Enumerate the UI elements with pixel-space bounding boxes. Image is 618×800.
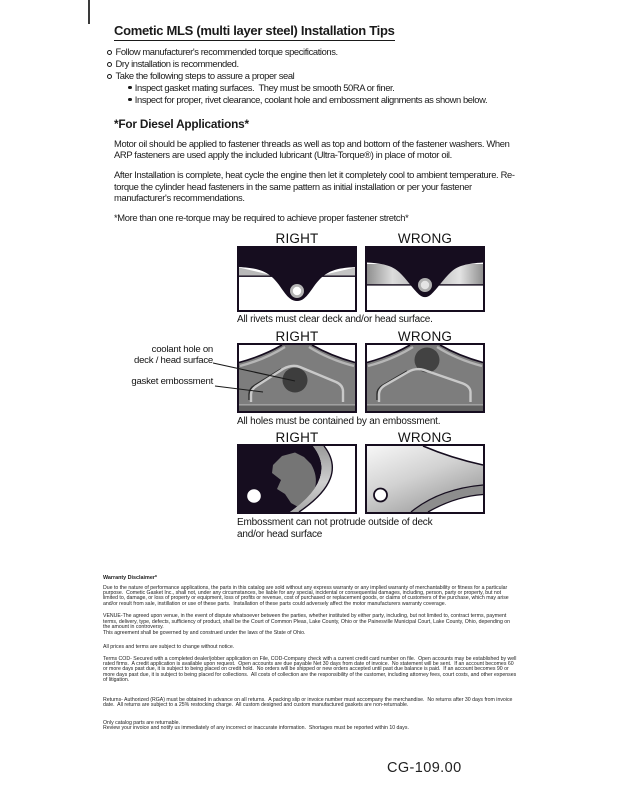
list-item	[107, 58, 537, 70]
gasket-embossment-annotation: gasket embossment	[131, 376, 213, 387]
list-item-text: Inspect for proper, rivet clearance, coolant hole and embossment alignments as shown below.	[134, 94, 488, 105]
protrusion-wrong-diagram	[365, 444, 485, 514]
filled-bullet-icon	[128, 98, 132, 102]
venue-governing-law: This agreement shall be governed by and construed under the laws of the State of Ohio.	[103, 629, 306, 636]
wrong-label: WRONG	[397, 231, 453, 246]
bolt-hole-icon	[374, 489, 387, 502]
rivet-wrong-diagram	[365, 246, 485, 312]
installation-tips-list	[107, 46, 537, 106]
protrusion-right-diagram	[237, 444, 357, 514]
list-item-text: Inspect gasket mating surfaces. They must be smooth 50RA or finer.	[134, 82, 395, 93]
right-label: RIGHT	[275, 231, 319, 246]
diagram-caption: Embossment can not protrude outside of deck	[237, 517, 433, 528]
returnable-paragraph	[103, 721, 517, 732]
wrong-label: WRONG	[397, 430, 453, 445]
right-label: RIGHT	[275, 430, 319, 445]
list-item	[107, 82, 537, 94]
list-item-text: Dry installation is recommended.	[115, 58, 239, 69]
right-label: RIGHT	[275, 329, 319, 344]
list-item-text: Follow manufacturer's recommended torque specifications.	[115, 46, 338, 57]
diagram-caption: All holes must be contained by an embossment.	[237, 416, 441, 427]
bolt-hole-icon	[247, 489, 261, 503]
list-item	[107, 46, 537, 58]
list-item	[107, 94, 537, 106]
terms-paragraph: Terms COD- Secured with a completed dealer/jobber application on File, COD-Company check with a current credit card number on file. Open accounts may be established by well rated firms. A credit application is available upon request. Open accounts are due payable Net 30 days from date of invoice. No statement will be sent. If an account becomes 60 or more days past due, it is subject to being placed on credit hold. No orders will be shipped or new orders accepted until past due balance is paid. If an account becomes 90 or more days past due, it is subject to being placed for collections. All costs of collection are the responsibility of the customer, including attorney fees, court costs, and other expenses of litigation.	[103, 655, 518, 684]
embossment-right-illustration	[237, 343, 357, 413]
rivet-wrong-illustration	[365, 246, 485, 312]
embossment-right-diagram	[237, 343, 357, 413]
scan-edge-artifact	[88, 0, 90, 24]
open-bullet-icon	[107, 50, 112, 55]
embossment-wrong-illustration	[365, 343, 485, 413]
annotation-line: coolant hole on	[151, 344, 213, 355]
wrong-label: WRONG	[397, 329, 453, 344]
section-heading: *For Diesel Applications*	[114, 117, 249, 131]
note-paragraph: *More than one re-torque may be required to achieve proper fastener stretch*	[114, 212, 409, 224]
prices-line: All prices and terms are subject to change without notice.	[103, 643, 235, 650]
warranty-paragraph: Due to the nature of performance applications, the parts in this catalog are sold without any express warranty or any implied warranty of merchantability or fitness for a particular purpose. Cometic Gasket Inc., shall not, under any circumstances, be liable for any special, incidental or consequential damages, including, person, party or property, but not limited to, damage, or loss of property or equipment, loss of profits or revenue, cost of purchased or replacement goods, or claims of customers of the purchase, which may arise and/or result from sale, instillation or use of these parts. Installation of these parts could adversely affect the motor manufacturers warranty coverage.	[103, 584, 511, 607]
returnable-line: Review your invoice and notify us immediately of any incorrect or inaccurate information. Shortages must be reported within 10 days.	[103, 725, 409, 732]
diagram-caption: All rivets must clear deck and/or head surface.	[237, 314, 433, 325]
annotation-line: deck / head surface	[134, 354, 213, 366]
coolant-hole-annotation	[120, 345, 213, 366]
venue-paragraph	[103, 614, 517, 636]
coolant-hole-icon	[283, 368, 308, 393]
list-item	[107, 70, 537, 82]
paragraph: After Installation is complete, heat cycle the engine then let it completely cool to ambient temperature. Re-torque the cylinder head fasteners in the same pattern as initial installation or per your fastener manufacturer's recommendations.	[114, 169, 515, 204]
diesel-applications-section	[114, 117, 516, 232]
paragraph: Motor oil should be applied to fastener threads as well as top and bottom of the fastener washers. When ARP fasteners are used apply the included lubricant (Ultra-Torque®) in place of motor oil.	[114, 138, 512, 161]
protrusion-wrong-illustration	[365, 444, 485, 514]
open-bullet-icon	[107, 62, 112, 67]
protrusion-right-illustration	[237, 444, 357, 514]
list-item-text: Take the following steps to assure a proper seal	[115, 70, 295, 81]
open-bullet-icon	[107, 74, 112, 79]
filled-bullet-icon	[128, 86, 132, 90]
embossment-wrong-diagram	[365, 343, 485, 413]
rivet-right-illustration	[237, 246, 357, 312]
rivet-right-diagram	[237, 246, 357, 312]
diagram-caption: and/or head surface	[237, 528, 323, 540]
warranty-heading: Warranty Disclaimer*	[103, 575, 158, 581]
returnable-line: Only catalog parts are returnable.	[103, 719, 180, 726]
venue-text: VENUE-The agreed upon venue, in the event of dispute whatsoever between the parties, whether instituted by either party, including, but not limited to, contract terms, payment terms, delivery, type, defects, sufficiency of product, shall be the Court of Common Pleas, Lake County, Ohio or the Painesville Municipal Court, Lake County, Ohio, depending on the amount in controversy.	[103, 613, 512, 631]
page-title: Cometic MLS (multi layer steel) Installation Tips	[114, 23, 395, 41]
page-code: CG-109.00	[387, 760, 462, 776]
legal-fine-print	[103, 575, 517, 732]
returns-paragraph: Returns- Authorized (RGA) must be obtained in advance on all returns. A packing slip or invoice number must accompany the merchandise. No returns after 30 days from invoice date. All returns are subject to a 25% restocking charge. All custom designed and custom manufactured gaskets are non-returnable.	[103, 696, 514, 709]
